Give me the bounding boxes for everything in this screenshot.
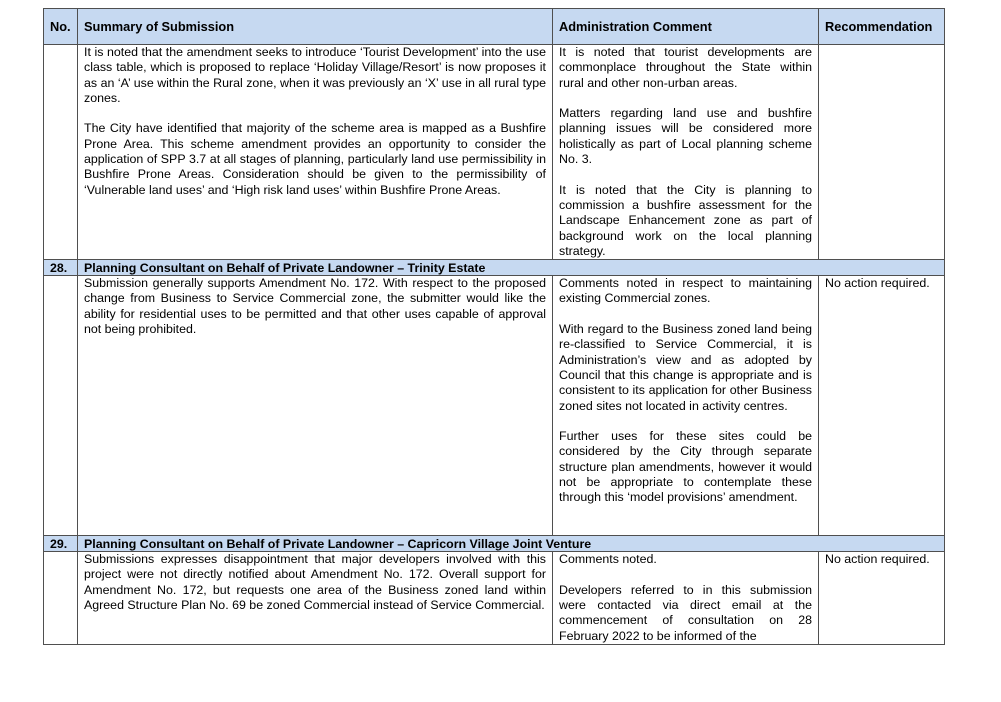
admin-comment-cell [553, 552, 819, 645]
admin-comment-cell [553, 45, 819, 260]
recommendation-cell [819, 45, 945, 260]
summary-cell [78, 276, 553, 536]
submission-heading-row [44, 260, 945, 276]
admin-paragraph: Comments noted. [559, 552, 657, 567]
summary-cell [78, 552, 553, 645]
submission-number: 29. [44, 536, 78, 552]
recommendation-text: No action required. [825, 276, 930, 291]
row-number-cell [44, 552, 78, 645]
table-header-row [44, 9, 945, 45]
summary-paragraph: It is noted that the amendment seeks to introduce ‘Tourist Development’ into the use class table, which is proposed to replace ‘Holiday Village/Resort’ is now proposes it as an ‘A’ use within the Rural zone, when it was previously an ‘X’ use in all rural type zones. [84, 45, 546, 105]
table-row [44, 276, 945, 536]
table-row [44, 552, 945, 645]
row-number-cell [44, 276, 78, 536]
header-recommendation: Recommendation [819, 9, 945, 45]
summary-cell [78, 45, 553, 260]
admin-paragraph: It is noted that the City is planning to commission a bushfire assessment for the Landscape Enhancement zone as part of background work on the local planning strategy. [559, 182, 812, 258]
row-number-cell [44, 45, 78, 260]
admin-paragraph: It is noted that tourist developments are commonplace throughout the State within rural and other non-urban areas. [559, 45, 812, 90]
summary-paragraph: Submission generally supports Amendment No. 172. With respect to the proposed change from Business to Service Commercial zone, the submitter would like the ability for residential uses to be permitted and that other uses capable of approval not being prohibited. [84, 276, 546, 337]
admin-paragraph: Matters regarding land use and bushfire planning issues will be considered more holistically as part of Local planning scheme No. 3. [559, 106, 812, 167]
submission-title: Planning Consultant on Behalf of Private Landowner – Trinity Estate [78, 260, 945, 276]
admin-paragraph: Comments noted in respect to maintaining existing Commercial zones. [559, 276, 812, 306]
summary-paragraph: The City have identified that majority of the scheme area is mapped as a Bushfire Prone Area. This scheme amendment provides an opportunity to consider the application of SPP 3.7 at all stages of planning, particularly land use permissibility in Bushfire Prone Areas. Consideration should be given to the permissibility of ‘Vulnerable land uses’ and ‘High risk land uses’ within Bushfire Prone Areas. [84, 121, 546, 197]
admin-paragraph: Developers referred to in this submission were contacted via direct email at the commencement of consultation on 28 February 2022 to be informed of the [559, 582, 812, 643]
recommendation-cell [819, 552, 945, 645]
submissions-table [43, 8, 945, 645]
admin-paragraph: Further uses for these sites could be considered by the City through separate structure plan amendments, however it would not be appropriate to contemplate these through this ‘model provisions’ amendment. [559, 429, 812, 505]
recommendation-text: No action required. [825, 552, 930, 567]
submission-heading-row [44, 536, 945, 552]
submission-title: Planning Consultant on Behalf of Private Landowner – Capricorn Village Joint Venture [78, 536, 945, 552]
header-no: No. [44, 9, 78, 45]
admin-paragraph: With regard to the Business zoned land being re-classified to Service Commercial, it is Administration’s view and as adopted by Council that this change is appropriate and is consistent to its application for other Business zoned sites not located in activity centres. [559, 322, 812, 413]
admin-comment-cell [553, 276, 819, 536]
table-row-continued [44, 45, 945, 260]
header-summary: Summary of Submission [78, 9, 553, 45]
submission-number: 28. [44, 260, 78, 276]
summary-paragraph: Submissions expresses disappointment that major developers involved with this project were not directly notified about Amendment No. 172. Overall support for Amendment No. 172, but requests one area of the Business zoned land within Agreed Structure Plan No. 69 be zoned Commercial instead of Service Commercial. [84, 552, 546, 613]
recommendation-cell [819, 276, 945, 536]
header-admin-comment: Administration Comment [553, 9, 819, 45]
